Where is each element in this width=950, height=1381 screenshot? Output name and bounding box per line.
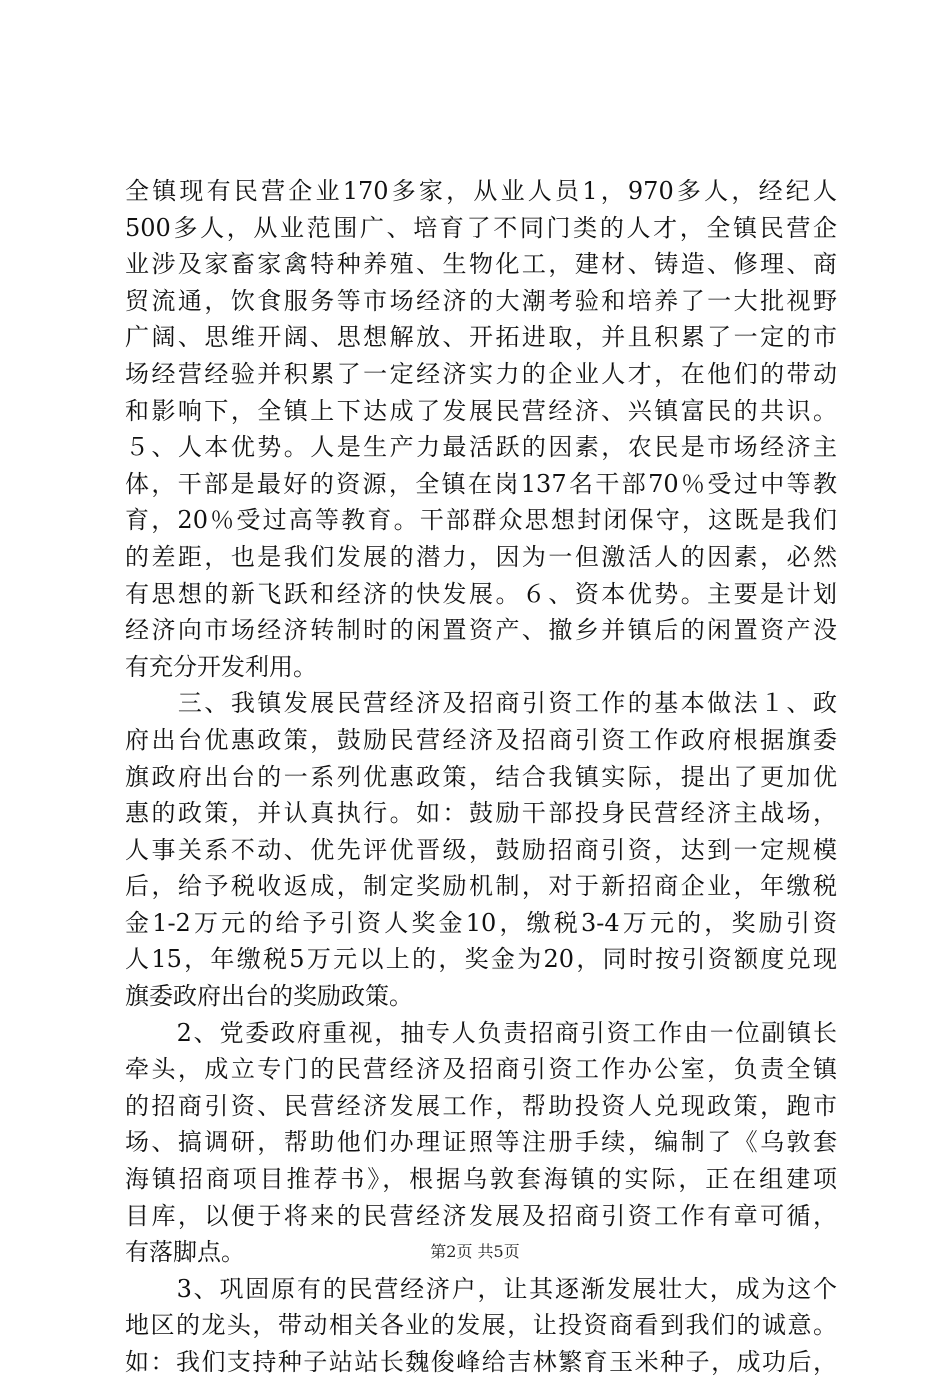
text-line: 3、巩固原有的民营经济户，让其逐渐发展壮大，成为这个	[125, 1274, 837, 1303]
text-line: 地区的龙头，带动相关各业的发展，让投资商看到我们的诚意。	[125, 1311, 837, 1340]
text-line: 500多人，从业范围广、培育了不同门类的人才，全镇民营企	[125, 213, 837, 242]
text-line: 贸流通，饮食服务等市场经济的大潮考验和培养了一大批视野	[125, 286, 837, 315]
text-line: 体，干部是最好的资源，全镇在岗137名干部70％受过中等教	[125, 469, 837, 498]
text-line: 广阔、思维开阔、思想解放、开拓进取，并且积累了一定的市	[125, 323, 837, 352]
text-line: 有充分开发利用。	[125, 652, 317, 681]
text-line: 育，20％受过高等教育。干部群众思想封闭保守，这既是我们	[125, 506, 837, 535]
text-line: 全镇现有民营企业170多家，从业人员1，970多人，经纪人	[125, 177, 837, 205]
text-line: 场经营经验并积累了一定经济实力的企业人才，在他们的带动	[125, 359, 837, 388]
text-line: 人事关系不动、优先评优晋级，鼓励招商引资，达到一定规模	[125, 835, 837, 864]
text-line: 海镇招商项目推荐书》，根据乌敦套海镇的实际，正在组建项	[125, 1165, 837, 1194]
text-line: 牵头，成立专门的民营经济及招商引资工作办公室，负责全镇	[125, 1055, 837, 1084]
document-body	[125, 173, 837, 1381]
text-line: 如：我们支持种子站站长魏俊峰给吉林繁育玉米种子，成功后，	[125, 1348, 837, 1376]
text-line: 有思想的新飞跃和经济的快发展。６、资本优势。主要是计划	[125, 579, 837, 608]
text-line: 旗政府出台的一系列优惠政策，结合我镇实际，提出了更加优	[125, 762, 837, 791]
text-line: 的招商引资、民营经济发展工作，帮助投资人兑现政策，跑市	[125, 1091, 837, 1120]
text-line: 2、党委政府重视，抽专人负责招商引资工作由一位副镇长	[125, 1018, 837, 1047]
text-line: 府出台优惠政策，鼓励民营经济及招商引资工作政府根据旗委	[125, 725, 837, 754]
text-line: 和影响下，全镇上下达成了发展民营经济、兴镇富民的共识。	[125, 396, 837, 425]
text-line: 后，给予税收返成，制定奖励机制，对于新招商企业，年缴税	[125, 872, 837, 901]
page-number-footer: 第2页 共5页	[430, 1242, 520, 1261]
text-line: 经济向市场经济转制时的闲置资产、撤乡并镇后的闲置资产没	[125, 616, 837, 645]
text-line: 旗委政府出台的奖励政策。	[125, 982, 413, 1011]
text-line: ５、人本优势。人是生产力最活跃的因素，农民是市场经济主	[125, 433, 837, 462]
text-line: 金1-2万元的给予引资人奖金10，缴税3-4万元的，奖励引资	[125, 908, 837, 937]
text-line: 人15，年缴税5万元以上的，奖金为20，同时按引资额度兑现	[125, 945, 837, 974]
text-line: 的差距，也是我们发展的潜力，因为一但激活人的因素，必然	[125, 542, 837, 571]
text-line: 场、搞调研，帮助他们办理证照等注册手续，编制了《乌敦套	[125, 1128, 837, 1157]
text-line: 有落脚点。	[125, 1238, 245, 1267]
text-line: 三、我镇发展民营经济及招商引资工作的基本做法１、政	[125, 689, 837, 718]
text-line: 惠的政策，并认真执行。如：鼓励干部投身民营经济主战场，	[125, 799, 837, 828]
text-line: 目库，以便于将来的民营经济发展及招商引资工作有章可循，	[125, 1201, 837, 1230]
text-line: 业涉及家畜家禽特种养殖、生物化工，建材、铸造、修理、商	[125, 250, 837, 279]
